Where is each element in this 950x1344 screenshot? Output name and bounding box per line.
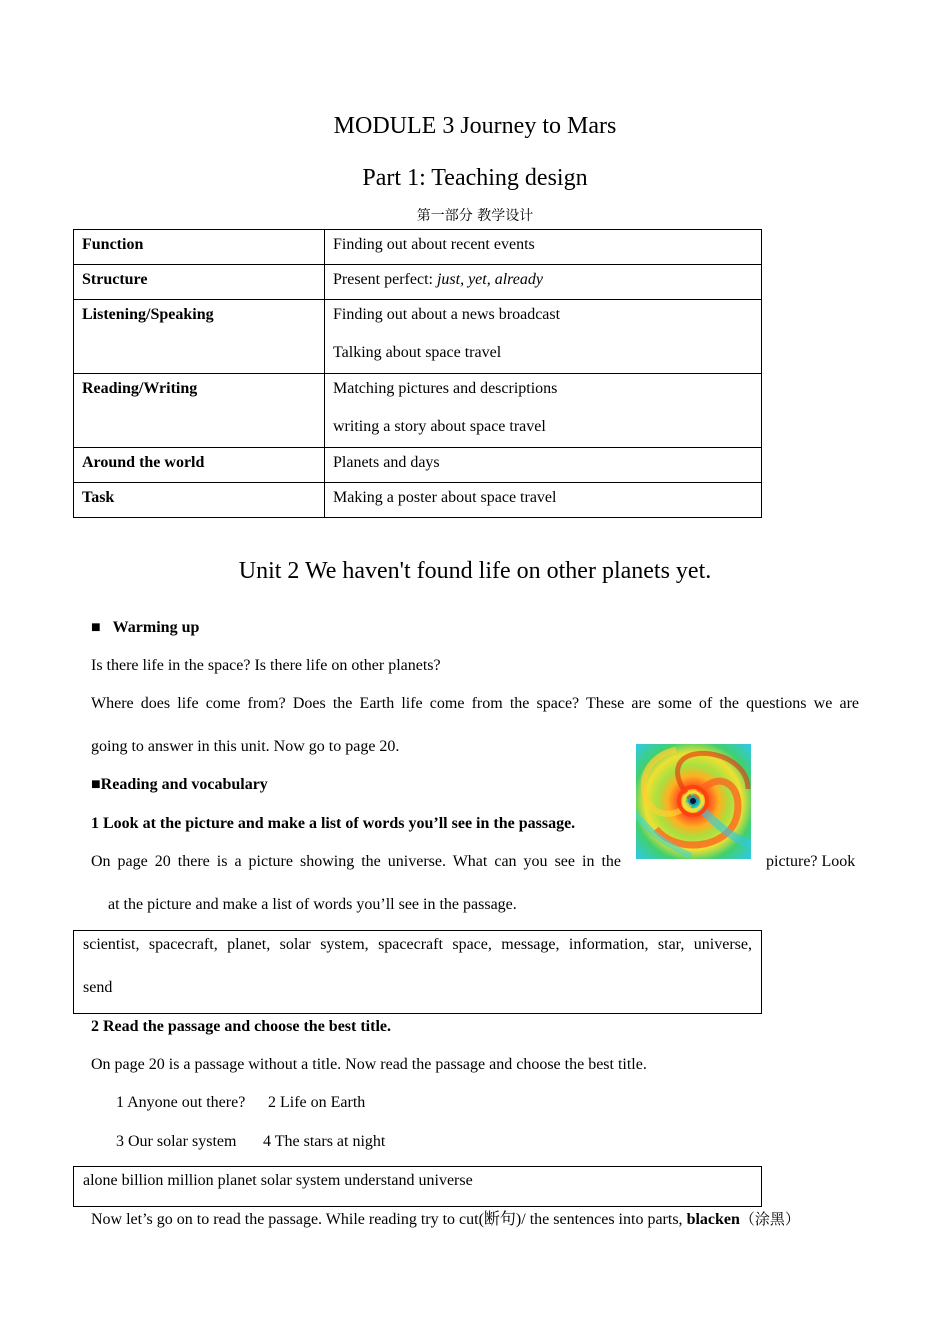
final-instruction-text: Now let’s go on to read the passage. While reading try to cut(断句)/ the sentences into parts,	[91, 1211, 683, 1228]
table-row	[74, 230, 762, 265]
row-value	[325, 374, 762, 448]
title-option: 1 Anyone out there?	[116, 1094, 246, 1111]
warming-up-label: Warming up	[112, 619, 200, 636]
step1-text-a: On page 20 there is a picture showing the universe. What can you see in the	[91, 853, 621, 870]
step1-heading: 1 Look at the picture and make a list of words you’ll see in the passage.	[91, 815, 576, 832]
teaching-design-table	[73, 229, 762, 518]
title-option: 3 Our solar system	[116, 1133, 237, 1150]
structure-italic: just, yet, already	[436, 271, 543, 288]
table-row	[74, 448, 762, 483]
final-instruction-bold: blacken	[686, 1211, 740, 1228]
final-instruction	[91, 1209, 800, 1231]
row-value	[325, 230, 762, 265]
row-value-line: Planets and days	[333, 454, 440, 471]
row-value-line: Making a poster about space travel	[333, 489, 557, 506]
table-row	[74, 374, 762, 448]
word-list-box	[73, 930, 762, 1014]
warming-question-2-line2: going to answer in this unit. Now go to page 20.	[91, 738, 400, 755]
word-list-line1: scientist, spacecraft, planet, solar system, spacecraft space, message, information, star, universe,	[83, 936, 752, 953]
row-label: Listening/Speaking	[74, 300, 325, 374]
row-value	[325, 265, 762, 300]
row-label: Function	[74, 230, 325, 265]
row-label: Task	[74, 483, 325, 518]
warming-up-heading	[91, 617, 199, 639]
title-option: 2 Life on Earth	[268, 1094, 366, 1111]
warming-question-1: Is there life in the space? Is there life on other planets?	[91, 657, 441, 674]
row-label: Structure	[74, 265, 325, 300]
universe-swirl-image	[636, 744, 751, 859]
table-row	[74, 483, 762, 518]
row-value-line: Talking about space travel	[333, 344, 502, 361]
step1-text-c: at the picture and make a list of words you’ll see in the passage.	[108, 896, 517, 913]
step2-heading: 2 Read the passage and choose the best title.	[91, 1018, 391, 1035]
word-list-line2: send	[83, 979, 113, 996]
unit-title: Unit 2 We haven't found life on other planets yet.	[238, 558, 712, 584]
bullet-square-icon: ■	[91, 619, 101, 636]
vocab-words: alone billion million planet solar system understand universe	[83, 1172, 473, 1189]
row-label: Around the world	[74, 448, 325, 483]
module-title: MODULE 3 Journey to Mars	[333, 113, 617, 139]
row-value-line: Finding out about recent events	[333, 236, 535, 253]
structure-prefix: Present perfect:	[333, 271, 437, 288]
row-value-line: Finding out about a news broadcast	[333, 306, 561, 323]
title-option: 4 The stars at night	[263, 1133, 386, 1150]
row-value-line: Matching pictures and descriptions	[333, 380, 558, 397]
row-value	[325, 448, 762, 483]
warming-question-2-line1: Where does life come from? Does the Earth life come from the space? These are some of the questions we are	[91, 695, 859, 712]
vocab-box	[73, 1166, 762, 1207]
row-label: Reading/Writing	[74, 374, 325, 448]
part-title: Part 1: Teaching design	[362, 165, 588, 191]
table-row	[74, 300, 762, 374]
part-title-cn: 第一部分 教学设计	[416, 208, 534, 224]
row-value-line: writing a story about space travel	[333, 418, 546, 435]
step1-text-b: picture? Look	[766, 853, 856, 870]
row-value	[325, 483, 762, 518]
reading-heading: ■Reading and vocabulary	[91, 776, 268, 793]
final-instruction-cn: （涂黑）	[739, 1210, 800, 1228]
row-value	[325, 300, 762, 374]
step2-text: On page 20 is a passage without a title. Now read the passage and choose the best title.	[91, 1056, 647, 1073]
table-row	[74, 265, 762, 300]
